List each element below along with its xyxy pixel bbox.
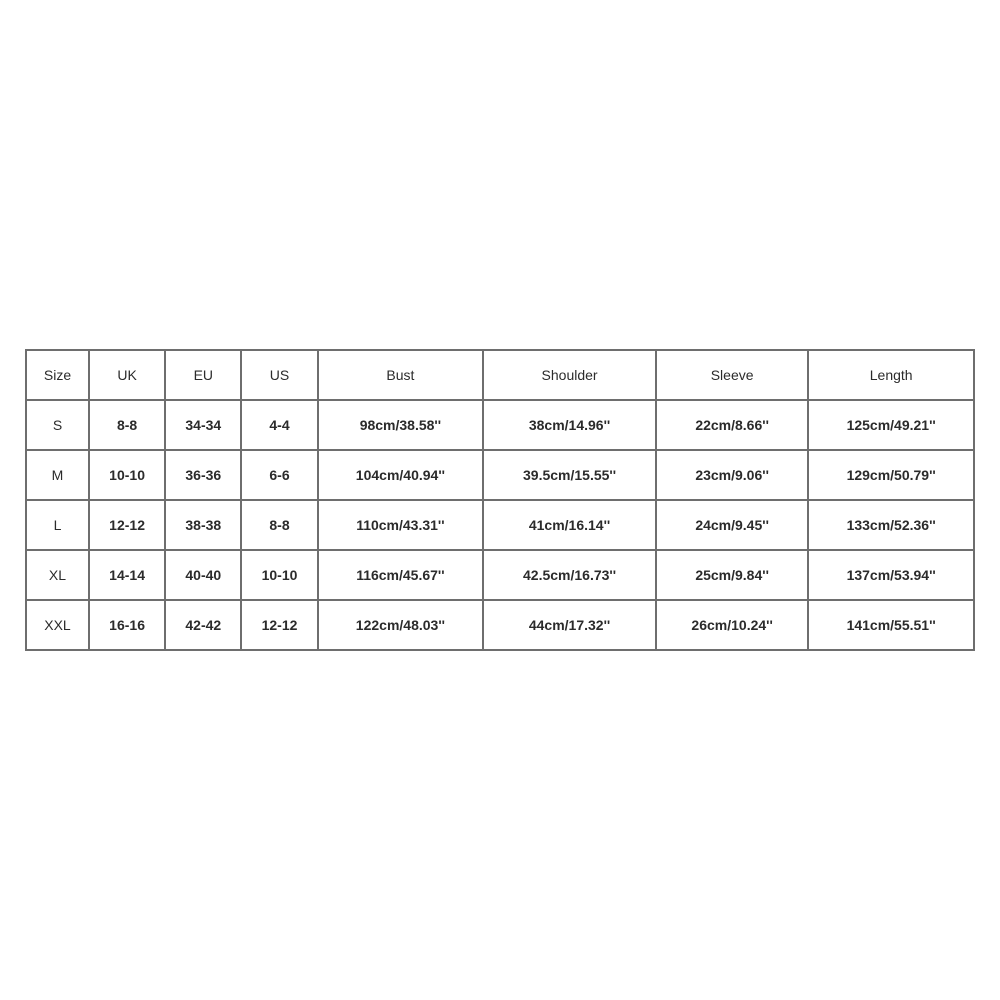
us-cell: 6-6: [242, 451, 318, 501]
size-cell: XXL: [27, 601, 90, 651]
table-row: [27, 551, 975, 601]
us-cell: 12-12: [242, 601, 318, 651]
us-cell: 8-8: [242, 501, 318, 551]
shoulder-cell: 44cm/17.32'': [484, 601, 657, 651]
bust-cell: 122cm/48.03'': [319, 601, 485, 651]
eu-cell: 36-36: [166, 451, 242, 501]
header-sleeve: Sleeve: [657, 351, 809, 401]
header-row: [27, 351, 975, 401]
table-row: [27, 601, 975, 651]
uk-cell: 14-14: [90, 551, 166, 601]
header-uk: UK: [90, 351, 166, 401]
length-cell: 129cm/50.79'': [809, 451, 975, 501]
sleeve-cell: 26cm/10.24'': [657, 601, 809, 651]
shoulder-cell: 41cm/16.14'': [484, 501, 657, 551]
length-cell: 137cm/53.94'': [809, 551, 975, 601]
shoulder-cell: 42.5cm/16.73'': [484, 551, 657, 601]
sleeve-cell: 25cm/9.84'': [657, 551, 809, 601]
us-cell: 4-4: [242, 401, 318, 451]
sleeve-cell: 24cm/9.45'': [657, 501, 809, 551]
bust-cell: 116cm/45.67'': [319, 551, 485, 601]
bust-cell: 110cm/43.31'': [319, 501, 485, 551]
uk-cell: 8-8: [90, 401, 166, 451]
uk-cell: 16-16: [90, 601, 166, 651]
size-cell: M: [27, 451, 90, 501]
size-cell: S: [27, 401, 90, 451]
shoulder-cell: 38cm/14.96'': [484, 401, 657, 451]
size-cell: XL: [27, 551, 90, 601]
eu-cell: 42-42: [166, 601, 242, 651]
header-length: Length: [809, 351, 975, 401]
header-size: Size: [27, 351, 90, 401]
header-bust: Bust: [319, 351, 485, 401]
header-us: US: [242, 351, 318, 401]
uk-cell: 12-12: [90, 501, 166, 551]
sleeve-cell: 23cm/9.06'': [657, 451, 809, 501]
eu-cell: 40-40: [166, 551, 242, 601]
length-cell: 125cm/49.21'': [809, 401, 975, 451]
table-row: [27, 401, 975, 451]
length-cell: 133cm/52.36'': [809, 501, 975, 551]
uk-cell: 10-10: [90, 451, 166, 501]
eu-cell: 34-34: [166, 401, 242, 451]
bust-cell: 98cm/38.58'': [319, 401, 485, 451]
bust-cell: 104cm/40.94'': [319, 451, 485, 501]
size-chart-table: [25, 349, 975, 651]
table-row: [27, 451, 975, 501]
eu-cell: 38-38: [166, 501, 242, 551]
table-row: [27, 501, 975, 551]
size-cell: L: [27, 501, 90, 551]
shoulder-cell: 39.5cm/15.55'': [484, 451, 657, 501]
us-cell: 10-10: [242, 551, 318, 601]
length-cell: 141cm/55.51'': [809, 601, 975, 651]
sleeve-cell: 22cm/8.66'': [657, 401, 809, 451]
header-eu: EU: [166, 351, 242, 401]
header-shoulder: Shoulder: [484, 351, 657, 401]
